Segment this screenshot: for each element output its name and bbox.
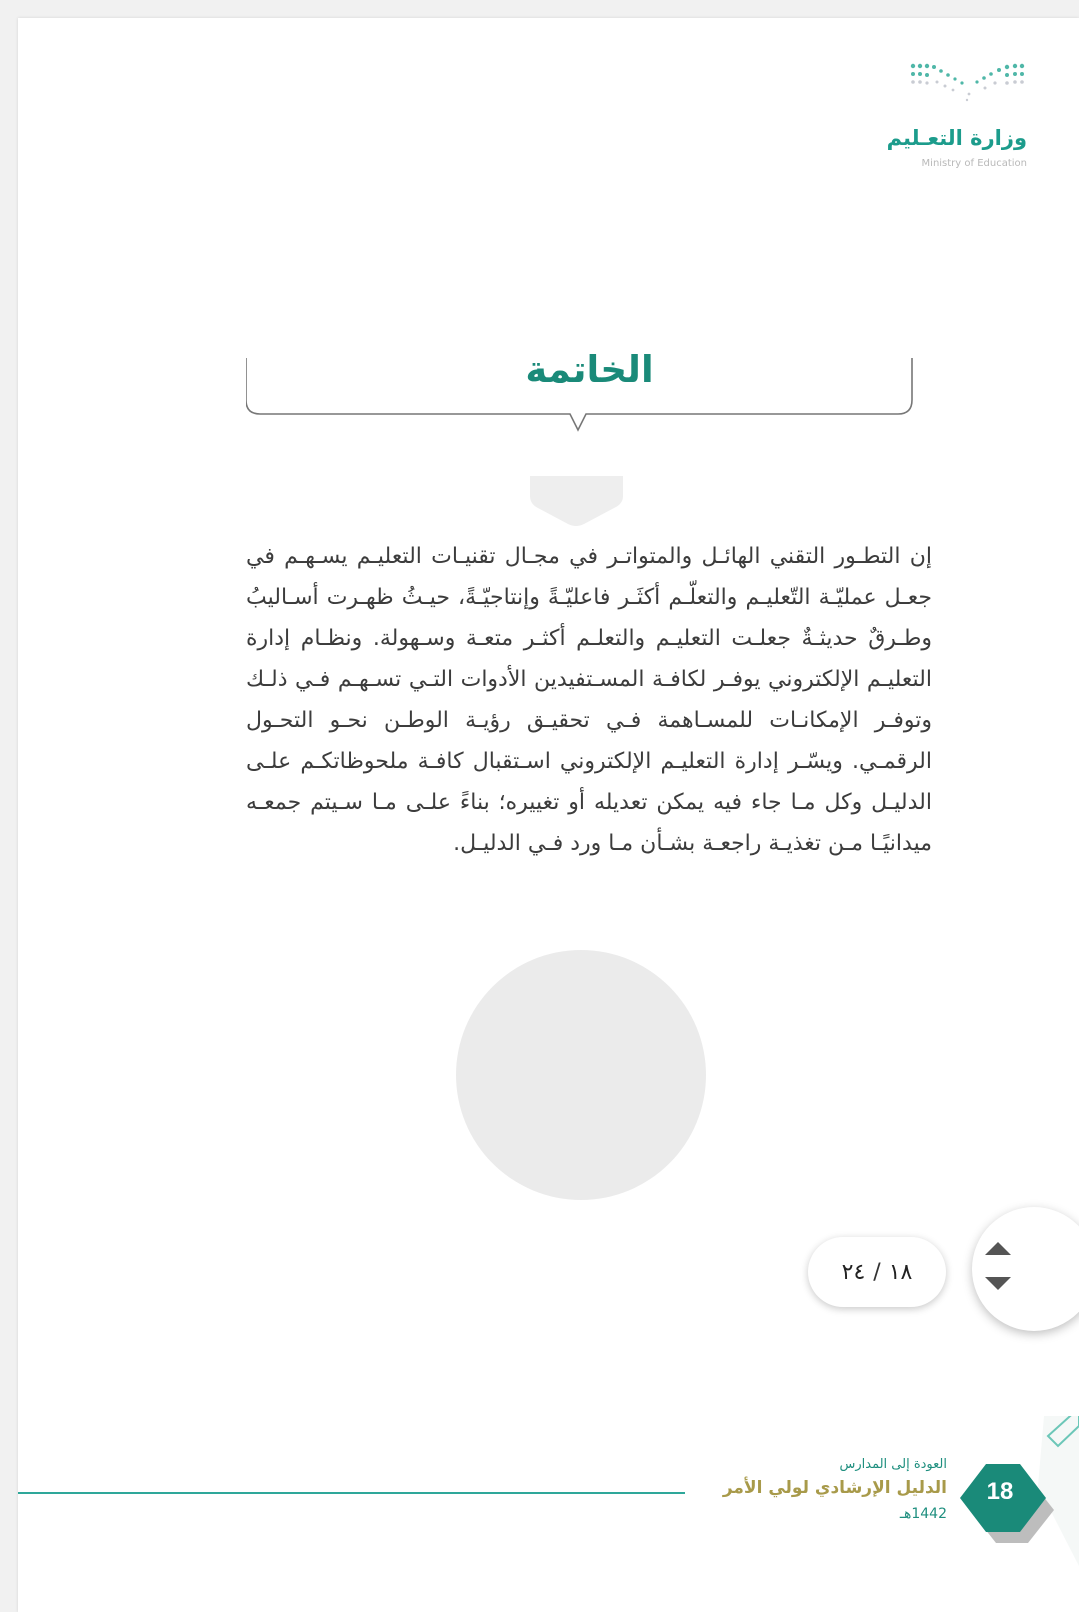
chevron-up-icon[interactable] xyxy=(985,1242,1011,1255)
page-navigation[interactable] xyxy=(972,1207,1079,1331)
page-badge xyxy=(948,1416,1079,1596)
page-counter xyxy=(808,1237,946,1307)
ministry-name-arabic: وزارة التعـليم xyxy=(886,126,1027,150)
footer-year: 1442هـ xyxy=(899,1506,947,1522)
page-number-badge: 18 xyxy=(986,1478,1014,1505)
section-title: الخاتمة xyxy=(525,348,654,391)
ministry-name-english: Ministry of Education xyxy=(921,158,1027,169)
chevron-down-icon[interactable] xyxy=(985,1277,1011,1290)
footer-title: الدليل الإرشادي لولي الأمر xyxy=(722,1478,947,1498)
conclusion-paragraph: إن التطـور التقني الهائـل والمتواتـر في مجـال تقنيـات التعليـم يسـهـم في جعـل عمليّـة التّعليـم والتعلّـم أكثَـر فاعليّـةً وإنتاجيّـةً، حيـثُ ظهـرت أسـاليبُ وطـرقٌ حديثـةٌ جعلـت التعليـم والتعلـم أكثـر متعـة وسـهولة. ونظـام إدارة التعليـم الإلكتروني يوفـر لكافـة المسـتفيدين الأدوات التـي تسـهـم فـي ذلـك وتوفـر الإمكانـات للمسـاهمة فـي تحقيـق رؤيـة الوطـن نحـو التحـول الرقمـي. ويسّـر إدارة التعليـم الإلكتروني اسـتقبال كافـة ملحوظاتكـم علـى الدليـل وكل مـا جاء فيه يمكن تعديله أو تغييره؛ بناءً علـى مـا سـيتم جمعـه ميدانيًـا مـن تغذيـة راجعـة بشـأن مـا ورد فـي الدليـل. xyxy=(246,544,932,856)
footer-title-block xyxy=(723,1456,947,1526)
document-page xyxy=(18,18,1079,1612)
ministry-logo xyxy=(887,60,1027,180)
footer-divider xyxy=(18,1492,685,1494)
placeholder-circle xyxy=(456,950,706,1200)
total-pages: ٢٤ xyxy=(841,1259,866,1285)
footer-subtitle: العودة إلى المدارس xyxy=(839,1457,947,1472)
logo-dots-icon xyxy=(907,60,1027,104)
page-separator: / xyxy=(873,1259,881,1285)
current-page: ١٨ xyxy=(888,1259,913,1285)
